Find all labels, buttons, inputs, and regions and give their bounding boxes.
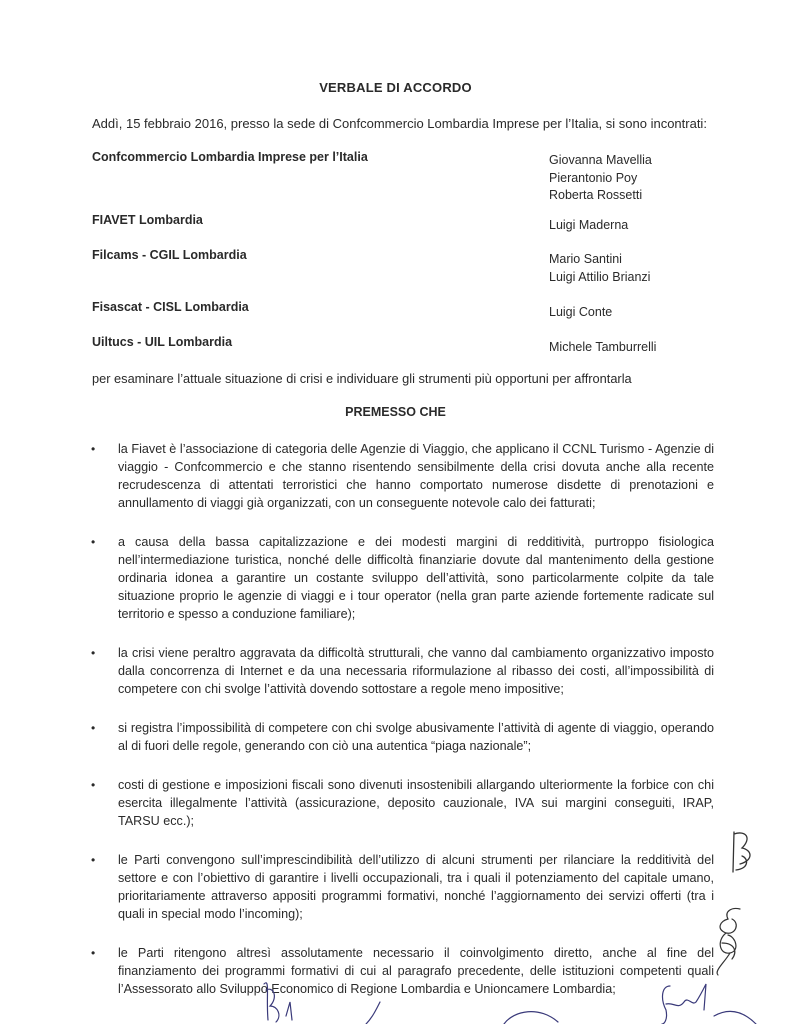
margin-initials-signature — [728, 828, 762, 876]
party-name: Filcams - CGIL Lombardia — [92, 248, 247, 262]
representative-name: Mario Santini — [549, 252, 622, 266]
bullet-icon: • — [91, 853, 96, 867]
party-representatives — [549, 304, 612, 322]
party-name: Uiltucs - UIL Lombardia — [92, 335, 233, 349]
list-item-text: si registra l’impossibilità di competere con chi svolge abusivamente l’attività di agente di viaggio, operando al di fuori delle regole, generando con ciò una autentica “piaga nazionale”; — [118, 721, 714, 753]
party-representatives — [549, 251, 650, 286]
purpose-text: per esaminare l’attuale situazione di crisi e individuare gli strumenti più opportuni per affrontarla — [92, 371, 632, 386]
bullet-icon: • — [91, 442, 96, 456]
premises-list — [91, 440, 714, 1019]
list-item-text: costi di gestione e imposizioni fiscali sono divenuti insostenibili allargando ulteriormente la forbice con chi esercita illegalmente l’attività (assicurazione, deposito cauzionale, IVA sui margini conseguiti, IRAP, TARSU ecc.); — [118, 778, 714, 828]
representative-name: Luigi Maderna — [549, 218, 629, 232]
party-representatives — [549, 152, 652, 205]
list-item-text: a causa della bassa capitalizzazione e dei modesti margini di redditività, purtroppo fisiologica nell’intermediazione turistica, nonché delle difficoltà finanziarie dovute dal mantenimento della gestione ordinaria idonea a garantire un costante sviluppo dell’attività, sono particolarmente colpite da tale situazione proprio le agenzie di viaggi e i tour operator (nella gran parte aziende fortemente radicate sul territorio e spesso a conduzione familiare); — [118, 535, 714, 621]
representative-name: Luigi Attilio Brianzi — [549, 269, 651, 284]
representative-name: Roberta Rossetti — [549, 188, 643, 202]
document-title: VERBALE DI ACCORDO — [319, 80, 472, 95]
bullet-icon: • — [91, 535, 96, 549]
list-item — [91, 440, 714, 512]
section-title: PREMESSO CHE — [345, 405, 446, 419]
party-name: FIAVET Lombardia — [92, 213, 203, 227]
list-item — [91, 644, 714, 698]
list-item-text: le Parti convengono sull’imprescindibilità dell’utilizzo di alcuni strumenti per rilanciare la redditività del settore e con l’obiettivo di garantire i livelli occupazionali, tra i quali il potenziamento del capitale umano, prioritariamente attraverso appositi programmi formativi, nonché l’aggiornamento dei servizi offerti (tra i quali in special modo l’incoming); — [118, 853, 714, 921]
list-item-text: la Fiavet è l’associazione di categoria delle Agenzie di Viaggio, che applicano il CCNL Turismo - Agenzie di viaggio - Confcommercio e che stanno risentendo sensibilmente della crisi dovuta anche alla recente recrudescenza di attentati terroristici che hanno comportato numerose disdette di prenotazioni e annullamento di viaggi già organizzati, con un conseguente notevole calo dei fatturati; — [118, 442, 714, 510]
party-representatives — [549, 339, 656, 357]
representative-name: Pierantonio Poy — [549, 170, 638, 185]
intro-text: Addì, 15 febbraio 2016, presso la sede di Confcommercio Lombardia Imprese per l’Italia, si sono incontrati: — [92, 116, 707, 131]
representative-name: Michele Tamburrelli — [549, 340, 657, 354]
bullet-icon: • — [91, 721, 96, 735]
signature — [500, 1004, 564, 1024]
party-representatives — [549, 217, 628, 235]
bullet-icon: • — [91, 646, 96, 660]
signature — [652, 980, 762, 1024]
list-item — [91, 776, 714, 830]
signature — [256, 976, 316, 1024]
party-name: Fisascat - CISL Lombardia — [92, 300, 249, 314]
bullet-icon: • — [91, 946, 96, 960]
signature — [360, 1000, 390, 1024]
margin-initials-signature — [706, 905, 750, 980]
representative-name: Luigi Conte — [549, 305, 613, 319]
list-item — [91, 719, 714, 755]
list-item — [91, 944, 714, 998]
bullet-icon: • — [91, 778, 96, 792]
list-item — [91, 851, 714, 923]
party-name: Confcommercio Lombardia Imprese per l’Italia — [92, 150, 368, 164]
representative-name: Giovanna Mavellia — [549, 153, 652, 167]
list-item-text: le Parti ritengono altresì assolutamente necessario il coinvolgimento diretto, anche al fine del finanziamento dei programmi formativi di cui al paragrafo precedente, delle istituzioni competenti quali l’Assessorato allo Sviluppo Economico di Regione Lombardia e Unioncamere Lombardia; — [118, 946, 714, 996]
list-item-text: la crisi viene peraltro aggravata da difficoltà strutturali, che vanno dal cambiamento organizzativo imposto dalla concorrenza di Internet e da una necessaria riformulazione al ribasso dei costi, all’impossibilità di competere con chi svolge l’attività dovendo sottostare a regole meno impositive; — [118, 646, 714, 696]
list-item — [91, 533, 714, 623]
